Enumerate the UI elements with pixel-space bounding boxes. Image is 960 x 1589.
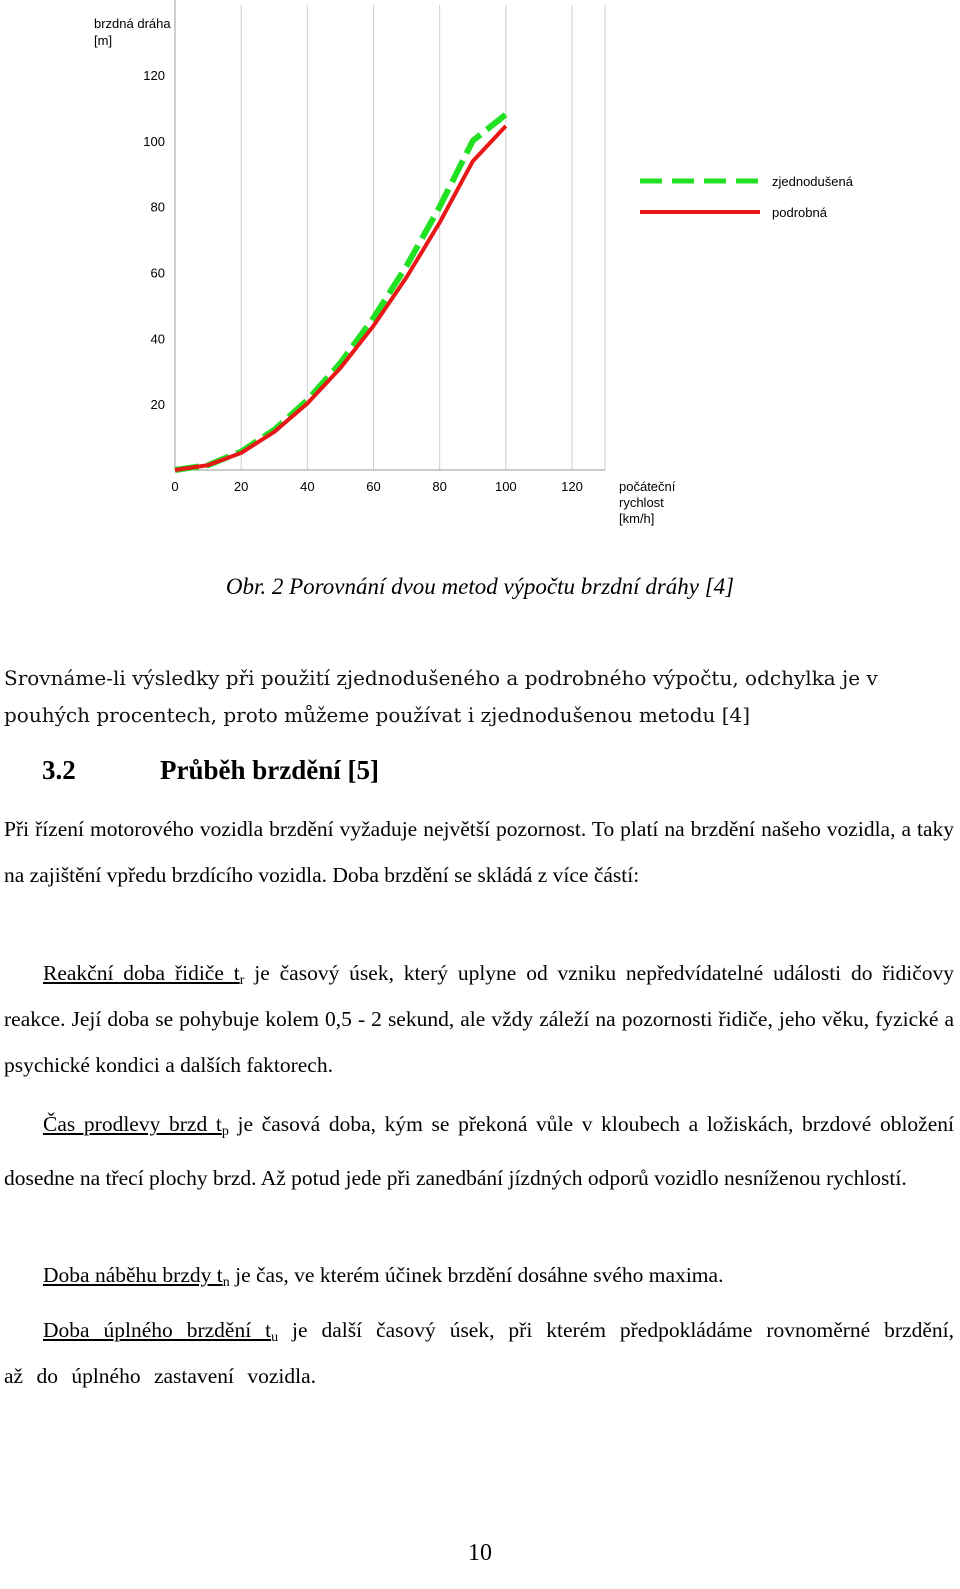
term-full-braking: Doba úplného brzdění $t_u$ bbox=[43, 1318, 279, 1345]
term-brake-rise: Doba náběhu brzdy $t_n$ bbox=[43, 1263, 230, 1290]
x-tick-label: 80 bbox=[432, 479, 447, 494]
x-tick-label: 100 bbox=[494, 479, 517, 494]
y-tick-label: 100 bbox=[143, 133, 165, 149]
x-tick-label: 20 bbox=[233, 479, 249, 494]
x-tick-label: 60 bbox=[366, 479, 381, 494]
chart-grid bbox=[175, 5, 605, 470]
section-heading bbox=[42, 755, 379, 786]
y-tick-label: 120 bbox=[143, 68, 165, 83]
y-tick-label: 20 bbox=[150, 397, 165, 413]
x-tick-label: 40 bbox=[300, 479, 315, 494]
item-brake-rise bbox=[4, 1252, 954, 1298]
item-reaction-time bbox=[4, 950, 954, 1088]
text-brake-rise: je čas, ve kterém účinek brzdění dosáhne svého maxima. bbox=[229, 1263, 724, 1287]
y-tick-label: 60 bbox=[150, 265, 165, 281]
braking-distance-chart bbox=[0, 0, 960, 560]
term-reaction-time: Reakční doba řidiče $t_r$ bbox=[43, 961, 245, 988]
chart-series bbox=[175, 115, 506, 471]
text-reaction-time: je časový úsek, který uplyne od vzniku nepředvídatelné události do řidičovy reakce. Její doba se pohybuje kolem 0,5 - 2 sekund, ale vždy záleží na pozornosti řidiče, jeho věku, fyzické a psychické kondici a dalších faktorech. bbox=[4, 961, 955, 1077]
x-tick-labels bbox=[171, 479, 582, 494]
section-title: Průběh brzdění [5] bbox=[160, 755, 379, 785]
x-axis-label-line1: počáteční bbox=[619, 479, 676, 494]
page-number: 10 bbox=[468, 1540, 492, 1566]
y-axis-label-line2: [m] bbox=[94, 33, 113, 48]
text-full-braking: je další časový úsek, při kterém předpokládáme rovnoměrné brzdění, až do úplného zastavení vozidla. bbox=[4, 1318, 955, 1388]
chart-axes bbox=[175, 0, 605, 470]
term-brake-delay: Čas prodlevy brzd $t_p$ bbox=[43, 1112, 229, 1139]
figure-caption: Obr. 2 Porovnání dvou metod výpočtu brzdní dráhy [4] bbox=[225, 574, 735, 599]
y-axis-label-line1: brzdná dráha bbox=[94, 16, 171, 31]
legend-label-simplified: zjednodušená bbox=[772, 174, 853, 189]
legend-label-detailed: podrobná bbox=[772, 205, 827, 220]
series-line-simplified bbox=[175, 115, 506, 471]
x-axis-label-line3: [km/h] bbox=[619, 511, 655, 526]
item-full-braking bbox=[4, 1307, 954, 1399]
y-tick-labels bbox=[143, 68, 165, 412]
text-brake-delay: je časová doba, kým se překoná vůle v kloubech a ložiskách, brzdové obložení dosedne na třecí plochy brzd. Až potud jede při zanedbání jízdných odporů vozidlo nesníženou rychlostí. bbox=[4, 1112, 954, 1190]
paragraph-comparison: Srovnáme-li výsledky při použití zjednodušeného a podrobného výpočtu, odchylka je v pouhých procentech, proto můžeme používat i zjednodušenou metodu [4] bbox=[4, 666, 878, 727]
x-axis-label-line2: rychlost bbox=[619, 495, 664, 510]
y-tick-label: 80 bbox=[150, 199, 165, 215]
x-tick-label: 0 bbox=[171, 479, 179, 494]
y-tick-label: 40 bbox=[150, 331, 165, 347]
section-number: 3.2 bbox=[42, 755, 76, 785]
x-tick-label: 120 bbox=[561, 479, 583, 494]
chart-legend bbox=[640, 174, 854, 220]
paragraph-braking-intro: Při řízení motorového vozidla brzdění vyžaduje největší pozornost. To platí na brzdění našeho vozidla, a taky na zajištění vpředu brzdícího vozidla. Doba brzdění se skládá z více částí: bbox=[4, 817, 954, 887]
item-brake-delay bbox=[4, 1097, 954, 1205]
